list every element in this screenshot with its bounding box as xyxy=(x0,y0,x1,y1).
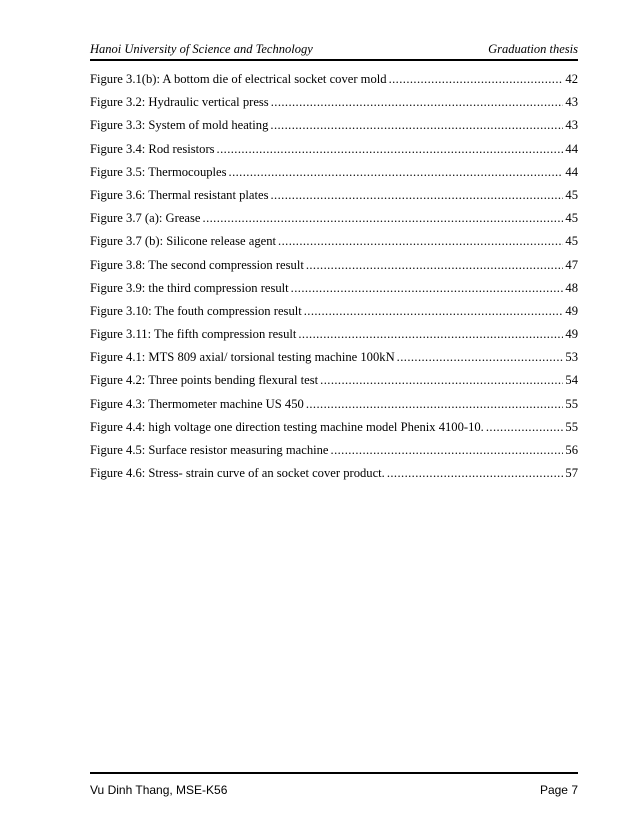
toc-entry-page-number: 55 xyxy=(565,419,578,434)
toc-dot-leader xyxy=(331,439,564,462)
toc-entry[interactable] xyxy=(90,91,578,114)
toc-dot-leader xyxy=(320,369,563,392)
toc-entry-label: Figure 3.7 (a): Grease xyxy=(90,211,201,226)
toc-entry-label: Figure 4.1: MTS 809 axial/ torsional testing machine 100kN xyxy=(90,350,395,365)
toc-entry[interactable] xyxy=(90,68,578,91)
toc-entry-label: Figure 3.8: The second compression result xyxy=(90,257,304,272)
toc-entry-page-number: 45 xyxy=(565,211,578,226)
toc-entry-label: Figure 3.7 (b): Silicone release agent xyxy=(90,234,277,249)
toc-dot-leader xyxy=(306,393,564,416)
toc-entry[interactable] xyxy=(90,439,578,462)
toc-entry[interactable] xyxy=(90,393,578,416)
toc-dot-leader xyxy=(270,114,563,137)
toc-dot-leader xyxy=(397,346,564,369)
toc-dot-leader xyxy=(278,230,563,253)
toc-dot-leader xyxy=(217,138,564,161)
toc-entry-page-number: 53 xyxy=(565,350,578,365)
toc-entry-label: Figure 4.4: high voltage one direction testing machine model Phenix 4100-10. xyxy=(90,419,484,434)
toc-dot-leader xyxy=(229,161,564,184)
toc-entry[interactable] xyxy=(90,114,578,137)
toc-entry[interactable] xyxy=(90,323,578,346)
toc-dot-leader xyxy=(486,416,564,439)
toc-dot-leader xyxy=(387,462,564,485)
toc-entry[interactable] xyxy=(90,138,578,161)
toc-dot-leader xyxy=(271,184,564,207)
toc-entry-page-number: 42 xyxy=(565,72,578,86)
toc-entry[interactable] xyxy=(90,369,578,392)
toc-entry-label: Figure 4.2: Three points bending flexural test xyxy=(90,373,319,388)
toc-entry[interactable] xyxy=(90,161,578,184)
toc-entry[interactable] xyxy=(90,254,578,277)
toc-entry-page-number: 44 xyxy=(565,141,578,156)
toc-dot-leader xyxy=(271,91,564,114)
toc-dot-leader xyxy=(304,300,564,323)
toc-dot-leader xyxy=(203,207,564,230)
toc-entry-label: Figure 3.5: Thermocouples xyxy=(90,164,227,179)
toc-entry-label: Figure 3.10: The fouth compression result xyxy=(90,303,302,318)
toc-entry-label: Figure 3.3: System of mold heating xyxy=(90,118,269,133)
toc-entry[interactable] xyxy=(90,300,578,323)
list-of-figures xyxy=(90,68,578,485)
toc-entry[interactable] xyxy=(90,416,578,439)
toc-dot-leader xyxy=(306,254,564,277)
toc-entry-label: Figure 3.4: Rod resistors xyxy=(90,141,215,156)
toc-entry-page-number: 48 xyxy=(565,280,578,295)
toc-entry[interactable] xyxy=(90,230,578,253)
toc-entry-page-number: 49 xyxy=(565,303,578,318)
toc-entry-page-number: 43 xyxy=(565,95,578,110)
toc-entry[interactable] xyxy=(90,184,578,207)
toc-dot-leader xyxy=(389,68,564,91)
toc-entry[interactable] xyxy=(90,462,578,485)
toc-entry-page-number: 54 xyxy=(565,373,578,388)
toc-entry[interactable] xyxy=(90,277,578,300)
header-document-type: Graduation thesis xyxy=(488,42,578,56)
toc-entry-page-number: 47 xyxy=(565,257,578,272)
toc-entry-page-number: 45 xyxy=(565,234,578,249)
toc-entry-page-number: 43 xyxy=(565,118,578,133)
toc-entry-label: Figure 3.9: the third compression result xyxy=(90,280,289,295)
page-footer xyxy=(90,772,578,798)
toc-entry-label: Figure 3.6: Thermal resistant plates xyxy=(90,187,269,202)
toc-entry-label: Figure 3.2: Hydraulic vertical press xyxy=(90,95,269,110)
footer-page-number: Page 7 xyxy=(539,783,578,797)
toc-entry-page-number: 57 xyxy=(565,466,578,481)
page-header xyxy=(90,37,578,61)
toc-entry-label: Figure 3.1(b): A bottom die of electrical socket cover mold xyxy=(90,72,387,86)
toc-entry-page-number: 44 xyxy=(565,164,578,179)
toc-entry-label: Figure 4.5: Surface resistor measuring machine xyxy=(90,443,329,457)
toc-entry-page-number: 56 xyxy=(565,443,578,457)
toc-entry-label: Figure 3.11: The fifth compression result xyxy=(90,327,297,342)
toc-dot-leader xyxy=(291,277,564,300)
toc-entry[interactable] xyxy=(90,207,578,230)
footer-author: Vu Dinh Thang, MSE-K56 xyxy=(90,783,228,797)
toc-entry-page-number: 55 xyxy=(565,396,578,411)
toc-entry-page-number: 45 xyxy=(565,187,578,202)
toc-entry-label: Figure 4.6: Stress- strain curve of an socket cover product. xyxy=(90,466,385,481)
header-university: Hanoi University of Science and Technology xyxy=(90,42,313,56)
toc-entry-label: Figure 4.3: Thermometer machine US 450 xyxy=(90,396,304,411)
toc-entry[interactable] xyxy=(90,346,578,369)
toc-entry-page-number: 49 xyxy=(565,327,578,342)
toc-dot-leader xyxy=(298,323,563,346)
